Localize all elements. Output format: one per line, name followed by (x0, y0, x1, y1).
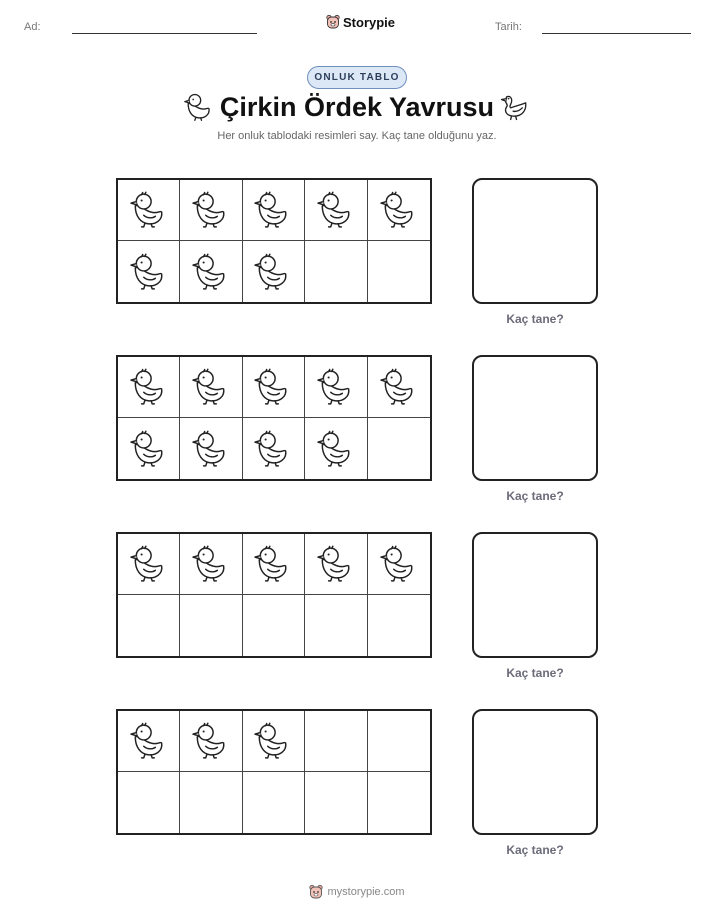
ten-frame-cell (243, 180, 305, 241)
answer-prompt: Kaç tane? (506, 666, 564, 680)
ten-frame (116, 178, 432, 304)
duckling-icon (254, 545, 292, 583)
duckling-icon (317, 545, 355, 583)
duckling-icon (130, 253, 168, 291)
duckling-icon (317, 430, 355, 468)
ten-frame-cell (118, 534, 180, 595)
answer-box[interactable] (472, 355, 598, 481)
name-line[interactable] (72, 33, 257, 34)
worksheet-type-badge: ONLUK TABLO (307, 66, 407, 89)
duckling-icon (130, 722, 168, 760)
duckling-icon (254, 430, 292, 468)
duckling-icon (192, 430, 230, 468)
ten-frame-cell (368, 772, 430, 833)
answer-prompt: Kaç tane? (506, 843, 564, 857)
ten-frame-cell (243, 357, 305, 418)
brand-name: Storypie (343, 14, 396, 30)
ten-frame-cell (180, 180, 242, 241)
ten-frame-cell (305, 772, 367, 833)
ten-frame-cell (118, 241, 180, 302)
duckling-icon (192, 191, 230, 229)
answer-box[interactable] (472, 532, 598, 658)
ten-frame-cell (243, 418, 305, 479)
duckling-icon (130, 191, 168, 229)
date-label: Tarih: (495, 21, 522, 33)
duckling-icon (380, 368, 418, 406)
ten-frame-cell (118, 711, 180, 772)
duckling-icon (254, 191, 292, 229)
ten-frame-cell (305, 357, 367, 418)
duckling-icon (192, 253, 230, 291)
ten-frame-cell (243, 711, 305, 772)
ten-frame-cell (368, 595, 430, 656)
duckling-icon (254, 253, 292, 291)
duckling-icon (380, 545, 418, 583)
duck-icon (499, 92, 529, 122)
ten-frame-cell (118, 772, 180, 833)
ten-frame-cell (180, 595, 242, 656)
footer (0, 884, 714, 900)
ten-frame-cell (118, 180, 180, 241)
ten-frame-cell (180, 357, 242, 418)
ten-frame-cell (180, 711, 242, 772)
duckling-icon (254, 368, 292, 406)
duckling-icon (317, 368, 355, 406)
answer-prompt: Kaç tane? (506, 489, 564, 503)
ten-frame-cell (368, 534, 430, 595)
duckling-icon (254, 722, 292, 760)
duckling-icon (130, 545, 168, 583)
ten-frame-cell (243, 595, 305, 656)
ten-frame-cell (118, 357, 180, 418)
duckling-icon (380, 191, 418, 229)
ten-frame (116, 709, 432, 835)
brand-logo (326, 14, 395, 30)
duckling-icon (130, 430, 168, 468)
ten-frame-cell (305, 418, 367, 479)
duckling-icon (192, 368, 230, 406)
ten-frame-cell (180, 534, 242, 595)
page-title: Çirkin Ördek Yavrusu (219, 92, 495, 122)
duckling-icon (317, 191, 355, 229)
ten-frame (116, 355, 432, 481)
answer-box[interactable] (472, 709, 598, 835)
ten-frame-cell (368, 711, 430, 772)
ten-frame-cell (243, 772, 305, 833)
ten-frame-cell (305, 534, 367, 595)
ten-frame-cell (305, 595, 367, 656)
ten-frame-cell (305, 241, 367, 302)
answer-prompt: Kaç tane? (506, 312, 564, 326)
bear-mascot-icon (326, 14, 340, 30)
ten-frame (116, 532, 432, 658)
ten-frame-cell (243, 241, 305, 302)
name-label: Ad: (24, 21, 41, 33)
ten-frame-cell (118, 418, 180, 479)
date-line[interactable] (542, 33, 691, 34)
ten-frame-cell (368, 357, 430, 418)
duckling-icon (192, 545, 230, 583)
bear-mascot-icon (309, 884, 323, 900)
duckling-icon (192, 722, 230, 760)
ten-frame-cell (180, 241, 242, 302)
duckling-icon (130, 368, 168, 406)
ten-frame-cell (305, 711, 367, 772)
answer-box[interactable] (472, 178, 598, 304)
footer-url: mystorypie.com (327, 886, 405, 898)
ten-frame-cell (368, 241, 430, 302)
ten-frame-cell (180, 418, 242, 479)
instructions: Her onluk tablodaki resimleri say. Kaç tane olduğunu yaz. (217, 130, 497, 142)
ten-frame-cell (118, 595, 180, 656)
ten-frame-cell (368, 180, 430, 241)
ten-frame-cell (368, 418, 430, 479)
ten-frame-cell (305, 180, 367, 241)
ten-frame-cell (180, 772, 242, 833)
ten-frame-cell (243, 534, 305, 595)
